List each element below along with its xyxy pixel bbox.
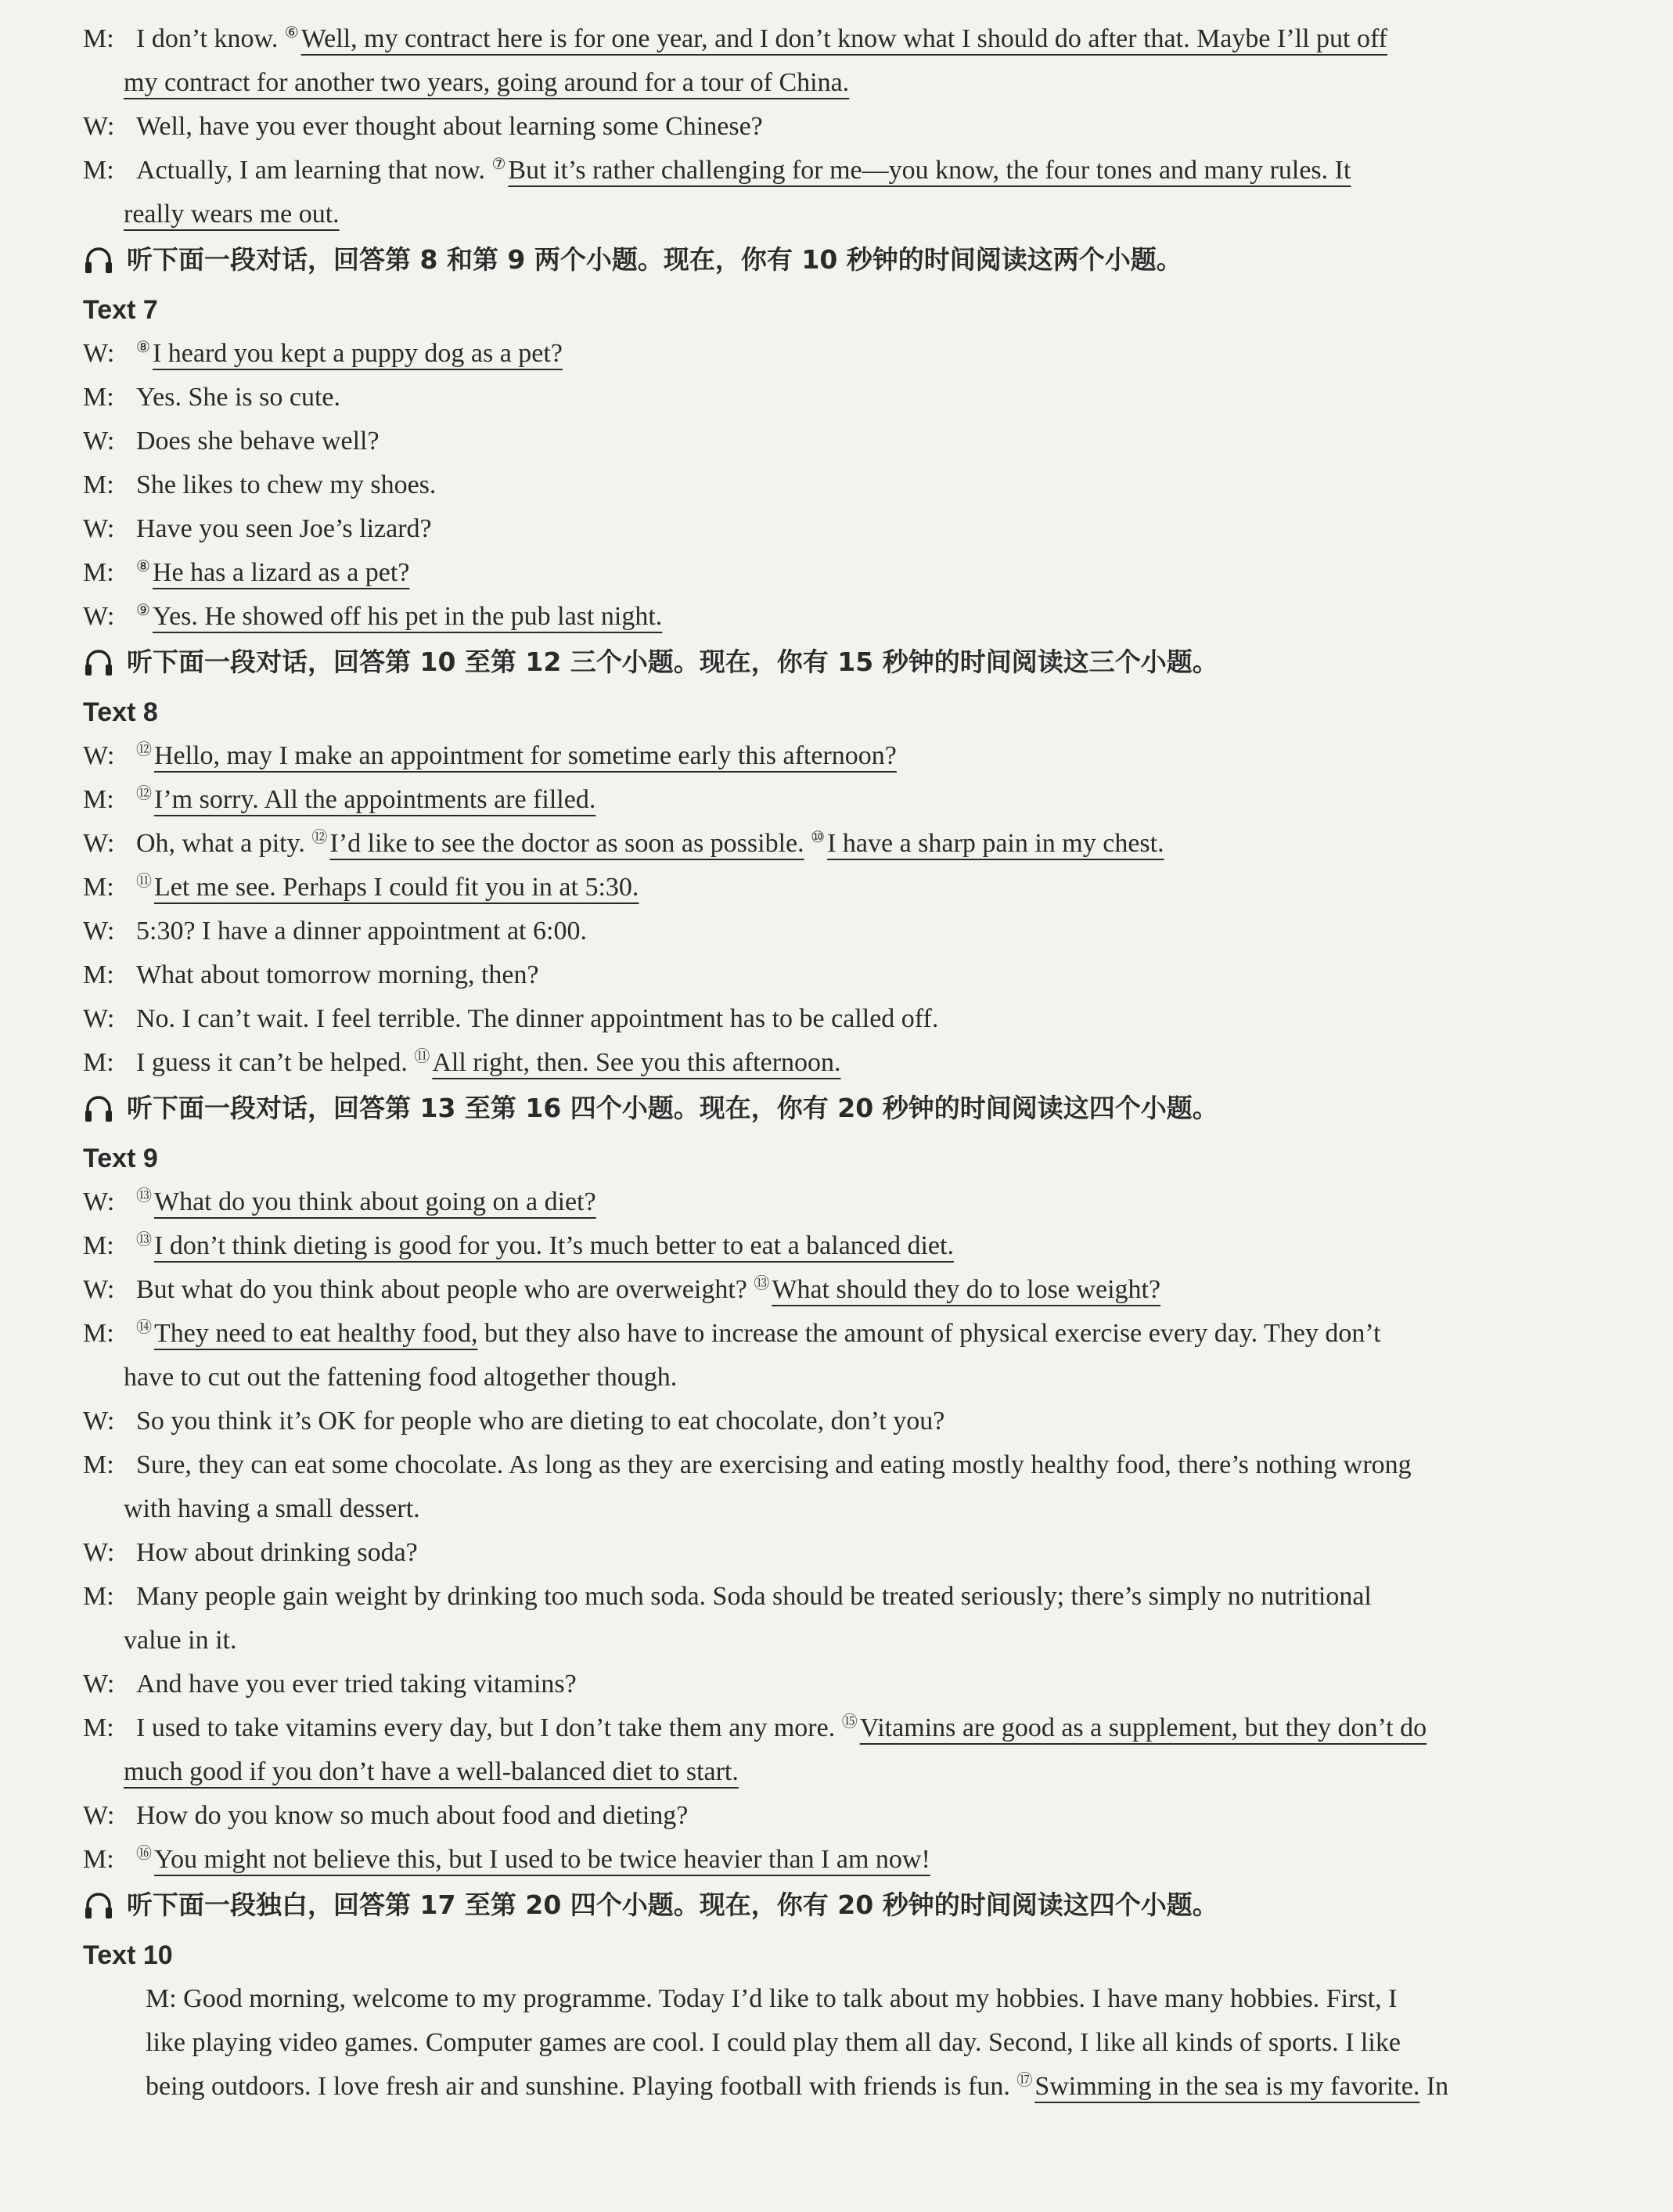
transcript-line bbox=[83, 332, 1563, 376]
question-number-marker: ⑪ bbox=[136, 872, 152, 890]
underlined-answer-text: I’d like to see the doctor as soon as possible. bbox=[329, 829, 804, 858]
transcript-line bbox=[83, 910, 1563, 953]
dialogue-text: And have you ever tried taking vitamins? bbox=[136, 1670, 577, 1699]
speaker-label: W: bbox=[83, 1670, 115, 1699]
dialogue-text: M: Good morning, welcome to my programme. Today I’d like to talk about my hobbies. I have many hobbies. First, I bbox=[146, 1984, 1398, 2013]
speaker-label: M: bbox=[83, 785, 114, 814]
instruction-2-text: 听下面一段对话，回答第 10 至第 12 三个小题。现在，你有 15 秒钟的时间阅读这三个小题。 bbox=[127, 647, 1218, 677]
transcript-line bbox=[83, 61, 1563, 105]
question-number-marker: ⑬ bbox=[136, 1187, 152, 1205]
dialogue-text: Many people gain weight by drinking too much soda. Soda should be treated seriously; there’s simply no nutritional bbox=[136, 1582, 1372, 1611]
speaker-label: M: bbox=[83, 24, 114, 53]
question-number-marker: ⑯ bbox=[136, 1844, 152, 1862]
instruction-3 bbox=[83, 1085, 1563, 1132]
question-number-marker: ⑥ bbox=[284, 23, 299, 41]
question-number-marker: ⑫ bbox=[136, 784, 152, 802]
dialogue-text: How about drinking soda? bbox=[136, 1538, 418, 1567]
heading-text-7: Text 7 bbox=[83, 295, 158, 325]
dialogue-text: Actually, I am learning that now. bbox=[136, 156, 492, 185]
underlined-answer-text: What do you think about going on a diet? bbox=[154, 1187, 596, 1216]
underlined-answer-text: much good if you don’t have a well-balanced diet to start. bbox=[124, 1757, 739, 1786]
dialogue-text: Oh, what a pity. bbox=[136, 829, 312, 858]
dialogue-text: She likes to chew my shoes. bbox=[136, 470, 437, 499]
transcript-line bbox=[83, 1750, 1563, 1794]
speaker-label: M: bbox=[83, 558, 114, 587]
underlined-answer-text: Let me see. Perhaps I could fit you in at 5:30. bbox=[154, 873, 639, 902]
speaker-label: M: bbox=[83, 1582, 114, 1611]
speaker-label: W: bbox=[83, 514, 115, 543]
transcript-line bbox=[83, 595, 1563, 639]
speaker-label: W: bbox=[83, 829, 115, 858]
headphones-icon bbox=[83, 647, 114, 678]
transcript-line bbox=[83, 376, 1563, 420]
dialogue-text: being outdoors. I love fresh air and sunshine. Playing football with friends is fun. bbox=[146, 2072, 1017, 2101]
underlined-answer-text: He has a lizard as a pet? bbox=[152, 558, 410, 587]
heading-text-10: Text 10 bbox=[83, 1940, 173, 1970]
dialogue-text: Well, have you ever thought about learning some Chinese? bbox=[136, 112, 763, 141]
underlined-answer-text: I don’t think dieting is good for you. It’s much better to eat a balanced diet. bbox=[154, 1231, 954, 1260]
speaker-label: W: bbox=[83, 1407, 115, 1436]
dialogue-text: Does she behave well? bbox=[136, 427, 380, 456]
underlined-answer-text: Yes. He showed off his pet in the pub last night. bbox=[152, 602, 663, 631]
underlined-answer-text: Vitamins are good as a supplement, but they don’t do bbox=[859, 1713, 1427, 1742]
speaker-label: M: bbox=[83, 1450, 114, 1479]
text9-dialogue bbox=[83, 1180, 1563, 1882]
transcript-line bbox=[83, 193, 1563, 236]
dialogue-text bbox=[804, 829, 811, 858]
transcript-line bbox=[83, 822, 1563, 866]
underlined-answer-text: But it’s rather challenging for me—you know, the four tones and many rules. It bbox=[508, 156, 1351, 185]
speaker-label: W: bbox=[83, 602, 115, 631]
dialogue-text: I used to take vitamins every day, but I don’t take them any more. bbox=[136, 1713, 842, 1742]
dialogue-text: value in it. bbox=[124, 1626, 237, 1655]
underlined-answer-text: I heard you kept a puppy dog as a pet? bbox=[152, 339, 563, 368]
transcript-line bbox=[83, 1041, 1563, 1085]
speaker-label: W: bbox=[83, 427, 115, 456]
heading-text-9: Text 9 bbox=[83, 1144, 158, 1173]
text8-dialogue bbox=[83, 734, 1563, 1085]
dialogue-text: Sure, they can eat some chocolate. As long as they are exercising and eating mostly healthy food, there’s nothing wrong bbox=[136, 1450, 1412, 1479]
transcript-line bbox=[83, 1619, 1563, 1663]
text6-end bbox=[83, 17, 1563, 236]
transcript-line bbox=[83, 17, 1563, 61]
speaker-label: W: bbox=[83, 741, 115, 770]
question-number-marker: ⑪ bbox=[414, 1047, 430, 1065]
underlined-answer-text: Swimming in the sea is my favorite. bbox=[1034, 2072, 1420, 2101]
speaker-label: M: bbox=[83, 383, 114, 412]
question-number-marker: ⑨ bbox=[136, 601, 150, 619]
dialogue-text: Yes. She is so cute. bbox=[136, 383, 341, 412]
transcript-line bbox=[83, 1487, 1563, 1531]
question-number-marker: ⑧ bbox=[136, 557, 150, 575]
transcript-line bbox=[83, 953, 1563, 997]
transcript-line bbox=[83, 1663, 1563, 1706]
instruction-3-text: 听下面一段对话，回答第 13 至第 16 四个小题。现在，你有 20 秒钟的时间阅读这四个小题。 bbox=[127, 1093, 1218, 1123]
instruction-4 bbox=[83, 1882, 1563, 1929]
transcript-line bbox=[83, 1356, 1563, 1400]
underlined-answer-text: You might not believe this, but I used to be twice heavier than I am now! bbox=[154, 1845, 930, 1874]
dialogue-text: I guess it can’t be helped. bbox=[136, 1048, 415, 1077]
transcript-line bbox=[83, 507, 1563, 551]
question-number-marker: ⑬ bbox=[754, 1274, 770, 1292]
instruction-2 bbox=[83, 639, 1563, 686]
speaker-label: M: bbox=[83, 1713, 114, 1742]
speaker-label: M: bbox=[83, 1845, 114, 1874]
headphones-icon bbox=[83, 1890, 114, 1921]
dialogue-text: In bbox=[1419, 2072, 1449, 2101]
text7-dialogue bbox=[83, 332, 1563, 639]
speaker-label: W: bbox=[83, 1275, 115, 1304]
transcript-line bbox=[83, 2065, 1563, 2109]
transcript-line bbox=[83, 866, 1563, 910]
speaker-label: W: bbox=[83, 917, 115, 946]
transcript-line bbox=[83, 1224, 1563, 1268]
dialogue-text: with having a small dessert. bbox=[124, 1494, 420, 1523]
question-number-marker: ⑬ bbox=[136, 1230, 152, 1248]
instruction-1 bbox=[83, 236, 1563, 283]
dialogue-text: Have you seen Joe’s lizard? bbox=[136, 514, 432, 543]
speaker-label: W: bbox=[83, 1801, 115, 1830]
transcript-line bbox=[83, 1531, 1563, 1575]
dialogue-text: I don’t know. bbox=[136, 24, 285, 53]
question-number-marker: ⑩ bbox=[811, 828, 826, 846]
speaker-label: M: bbox=[83, 1231, 114, 1260]
dialogue-text: have to cut out the fattening food altogether though. bbox=[124, 1363, 678, 1392]
underlined-answer-text: Hello, may I make an appointment for sometime early this afternoon? bbox=[154, 741, 897, 770]
transcript-line bbox=[83, 1977, 1563, 2021]
speaker-label: M: bbox=[83, 470, 114, 499]
question-number-marker: ⑭ bbox=[136, 1318, 152, 1336]
instruction-1-text: 听下面一段对话，回答第 8 和第 9 两个小题。现在，你有 10 秒钟的时间阅读这两个小题。 bbox=[127, 244, 1182, 275]
speaker-label: W: bbox=[83, 1004, 115, 1033]
underlined-answer-text: Well, my contract here is for one year, and I don’t know what I should do after that. Maybe I’ll put off bbox=[300, 24, 1388, 53]
transcript-line bbox=[83, 463, 1563, 507]
transcript-line bbox=[83, 1180, 1563, 1224]
question-number-marker: ⑧ bbox=[136, 338, 150, 356]
dialogue-text: How do you know so much about food and dieting? bbox=[136, 1801, 689, 1830]
transcript-line bbox=[83, 149, 1563, 193]
speaker-label: M: bbox=[83, 873, 114, 902]
underlined-answer-text: What should they do to lose weight? bbox=[772, 1275, 1161, 1304]
transcript-line bbox=[83, 1706, 1563, 1750]
dialogue-text: So you think it’s OK for people who are dieting to eat chocolate, don’t you? bbox=[136, 1407, 945, 1436]
transcript-line bbox=[83, 778, 1563, 822]
transcript-line bbox=[83, 420, 1563, 463]
speaker-label: M: bbox=[83, 1319, 114, 1348]
transcript-line bbox=[83, 105, 1563, 149]
transcript-line bbox=[83, 1838, 1563, 1882]
speaker-label: W: bbox=[83, 1187, 115, 1216]
dialogue-text: like playing video games. Computer games are cool. I could play them all day. Second, I like all kinds of sports. I like bbox=[146, 2028, 1401, 2057]
underlined-answer-text: They need to eat healthy food, bbox=[154, 1319, 478, 1348]
transcript-line bbox=[83, 1575, 1563, 1619]
headphones-icon bbox=[83, 1093, 114, 1124]
dialogue-text: No. I can’t wait. I feel terrible. The dinner appointment has to be called off. bbox=[136, 1004, 939, 1033]
transcript-line bbox=[83, 1794, 1563, 1838]
instruction-4-text: 听下面一段独白，回答第 17 至第 20 四个小题。现在，你有 20 秒钟的时间阅读这四个小题。 bbox=[127, 1890, 1218, 1920]
transcript-line bbox=[83, 1400, 1563, 1443]
speaker-label: M: bbox=[83, 1048, 114, 1077]
underlined-answer-text: my contract for another two years, going around for a tour of China. bbox=[124, 68, 850, 97]
dialogue-text: But what do you think about people who are overweight? bbox=[136, 1275, 754, 1304]
question-number-marker: ⑫ bbox=[136, 740, 152, 758]
question-number-marker: ⑮ bbox=[841, 1713, 858, 1731]
question-number-marker: ⑫ bbox=[311, 828, 328, 846]
headphones-icon bbox=[83, 244, 114, 276]
transcript-line bbox=[83, 1443, 1563, 1487]
transcript-line bbox=[83, 734, 1563, 778]
heading-text-8: Text 8 bbox=[83, 697, 158, 727]
question-number-marker: ⑰ bbox=[1016, 2071, 1033, 2089]
dialogue-text: but they also have to increase the amount of physical exercise every day. They don’t bbox=[477, 1319, 1381, 1348]
transcript-line bbox=[83, 997, 1563, 1041]
transcript-line bbox=[83, 551, 1563, 595]
speaker-label: W: bbox=[83, 339, 115, 368]
dialogue-text: What about tomorrow morning, then? bbox=[136, 960, 539, 989]
speaker-label: M: bbox=[83, 156, 114, 185]
dialogue-text: 5:30? I have a dinner appointment at 6:00. bbox=[136, 917, 587, 946]
question-number-marker: ⑦ bbox=[491, 155, 506, 173]
speaker-label: W: bbox=[83, 112, 115, 141]
speaker-label: W: bbox=[83, 1538, 115, 1567]
speaker-label: M: bbox=[83, 960, 114, 989]
underlined-answer-text: I have a sharp pain in my chest. bbox=[827, 829, 1164, 858]
text10-monologue bbox=[83, 1977, 1563, 2109]
underlined-answer-text: I’m sorry. All the appointments are filled. bbox=[154, 785, 596, 814]
underlined-answer-text: All right, then. See you this afternoon. bbox=[432, 1048, 841, 1077]
transcript-line bbox=[83, 2021, 1563, 2065]
transcript-line bbox=[83, 1312, 1563, 1356]
underlined-answer-text: really wears me out. bbox=[124, 200, 340, 229]
transcript-line bbox=[83, 1268, 1563, 1312]
